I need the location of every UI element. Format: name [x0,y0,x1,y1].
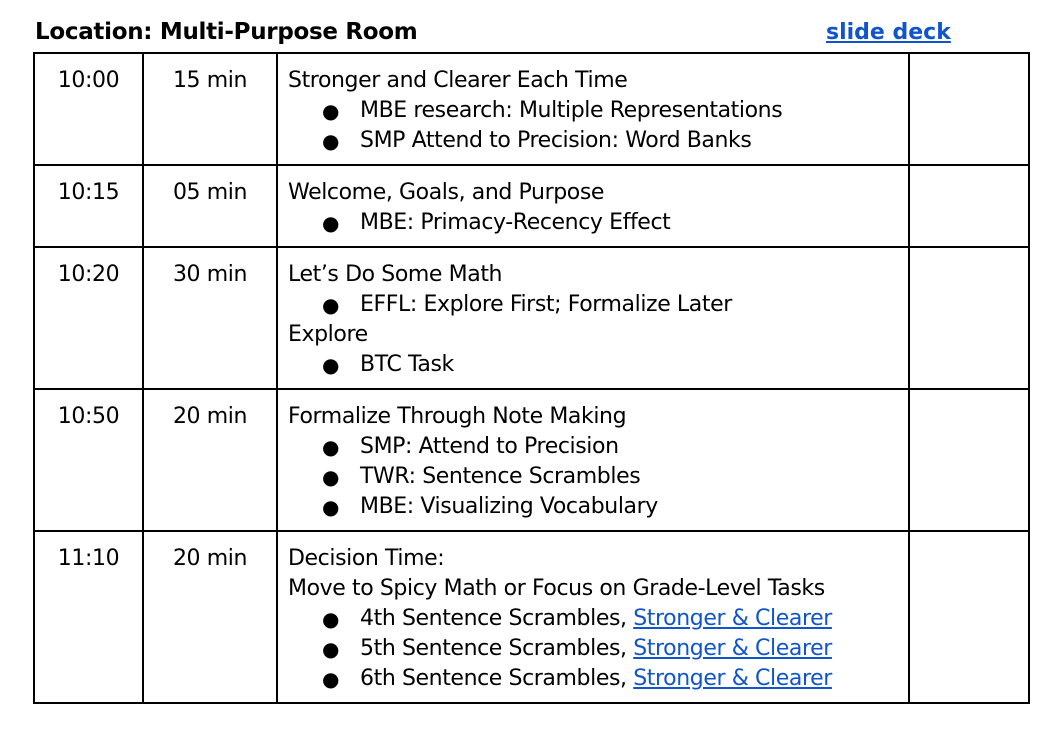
bullet-list [288,604,898,694]
bullet-text: TWR: Sentence Scrambles [360,464,641,489]
bullet-icon: ● [322,129,340,153]
list-item [322,126,898,156]
notes-cell [909,531,1029,703]
location-label: Location: Multi-Purpose Room [35,19,418,45]
time-cell: 11:10 [34,531,143,703]
bullet-icon: ● [322,465,340,489]
duration-cell: 20 min [143,531,277,703]
duration-cell: 20 min [143,389,277,531]
activity-cell [277,389,909,531]
bullet-text: MBE research: Multiple Representations [360,98,783,123]
activity-cell [277,531,909,703]
bullet-icon: ● [322,293,340,317]
bullet-text: 6th Sentence Scrambles, [360,666,634,691]
list-item [322,462,898,492]
notes-cell [909,389,1029,531]
bullet-icon: ● [322,667,340,691]
activity-subtitle: Move to Spicy Math or Focus on Grade-Level Tasks [288,576,825,601]
bullet-text: BTC Task [360,352,454,377]
duration-cell: 30 min [143,247,277,389]
list-item [322,432,898,462]
duration-cell: 15 min [143,53,277,165]
slide-deck-link[interactable]: slide deck [826,20,951,45]
bullet-icon: ● [322,211,340,235]
bullet-list [288,96,898,156]
stronger-clearer-link[interactable]: Stronger & Clearer [633,666,832,691]
bullet-text: SMP Attend to Precision: Word Banks [360,128,752,153]
activity-title: Stronger and Clearer Each Time [288,68,628,93]
bullet-list [288,208,898,238]
bullet-text: 5th Sentence Scrambles, [360,636,634,661]
stronger-clearer-link[interactable]: Stronger & Clearer [633,606,832,631]
time-cell: 10:20 [34,247,143,389]
list-item [322,96,898,126]
list-item [322,604,898,634]
notes-cell [909,165,1029,247]
bullet-list [288,290,898,320]
time-cell: 10:00 [34,53,143,165]
notes-cell [909,247,1029,389]
agenda-table [33,52,1030,704]
activity-title: Formalize Through Note Making [288,404,627,429]
bullet-text: EFFL: Explore First; Formalize Later [360,292,732,317]
list-item [322,634,898,664]
bullet-text: MBE: Primacy-Recency Effect [360,210,671,235]
bullet-icon: ● [322,99,340,123]
time-cell: 10:50 [34,389,143,531]
agenda-row [34,389,1029,531]
agenda-row [34,531,1029,703]
bullet-icon: ● [322,607,340,631]
bullet-list [288,432,898,522]
activity-title: Let’s Do Some Math [288,262,503,287]
list-item [322,290,898,320]
duration-cell: 05 min [143,165,277,247]
time-cell: 10:15 [34,165,143,247]
bullet-icon: ● [322,353,340,377]
activity-subtitle: Explore [288,322,368,347]
notes-cell [909,53,1029,165]
activity-cell [277,247,909,389]
bullet-list [288,350,898,380]
agenda-row [34,165,1029,247]
activity-title: Decision Time: [288,546,445,571]
list-item [322,664,898,694]
list-item [322,208,898,238]
bullet-text: 4th Sentence Scrambles, [360,606,634,631]
agenda-row [34,53,1029,165]
activity-cell [277,53,909,165]
bullet-icon: ● [322,637,340,661]
bullet-icon: ● [322,435,340,459]
agenda-row [34,247,1029,389]
list-item [322,492,898,522]
bullet-text: SMP: Attend to Precision [360,434,619,459]
stronger-clearer-link[interactable]: Stronger & Clearer [633,636,832,661]
bullet-text: MBE: Visualizing Vocabulary [360,494,658,519]
bullet-icon: ● [322,495,340,519]
list-item [322,350,898,380]
activity-title: Welcome, Goals, and Purpose [288,180,605,205]
activity-cell [277,165,909,247]
